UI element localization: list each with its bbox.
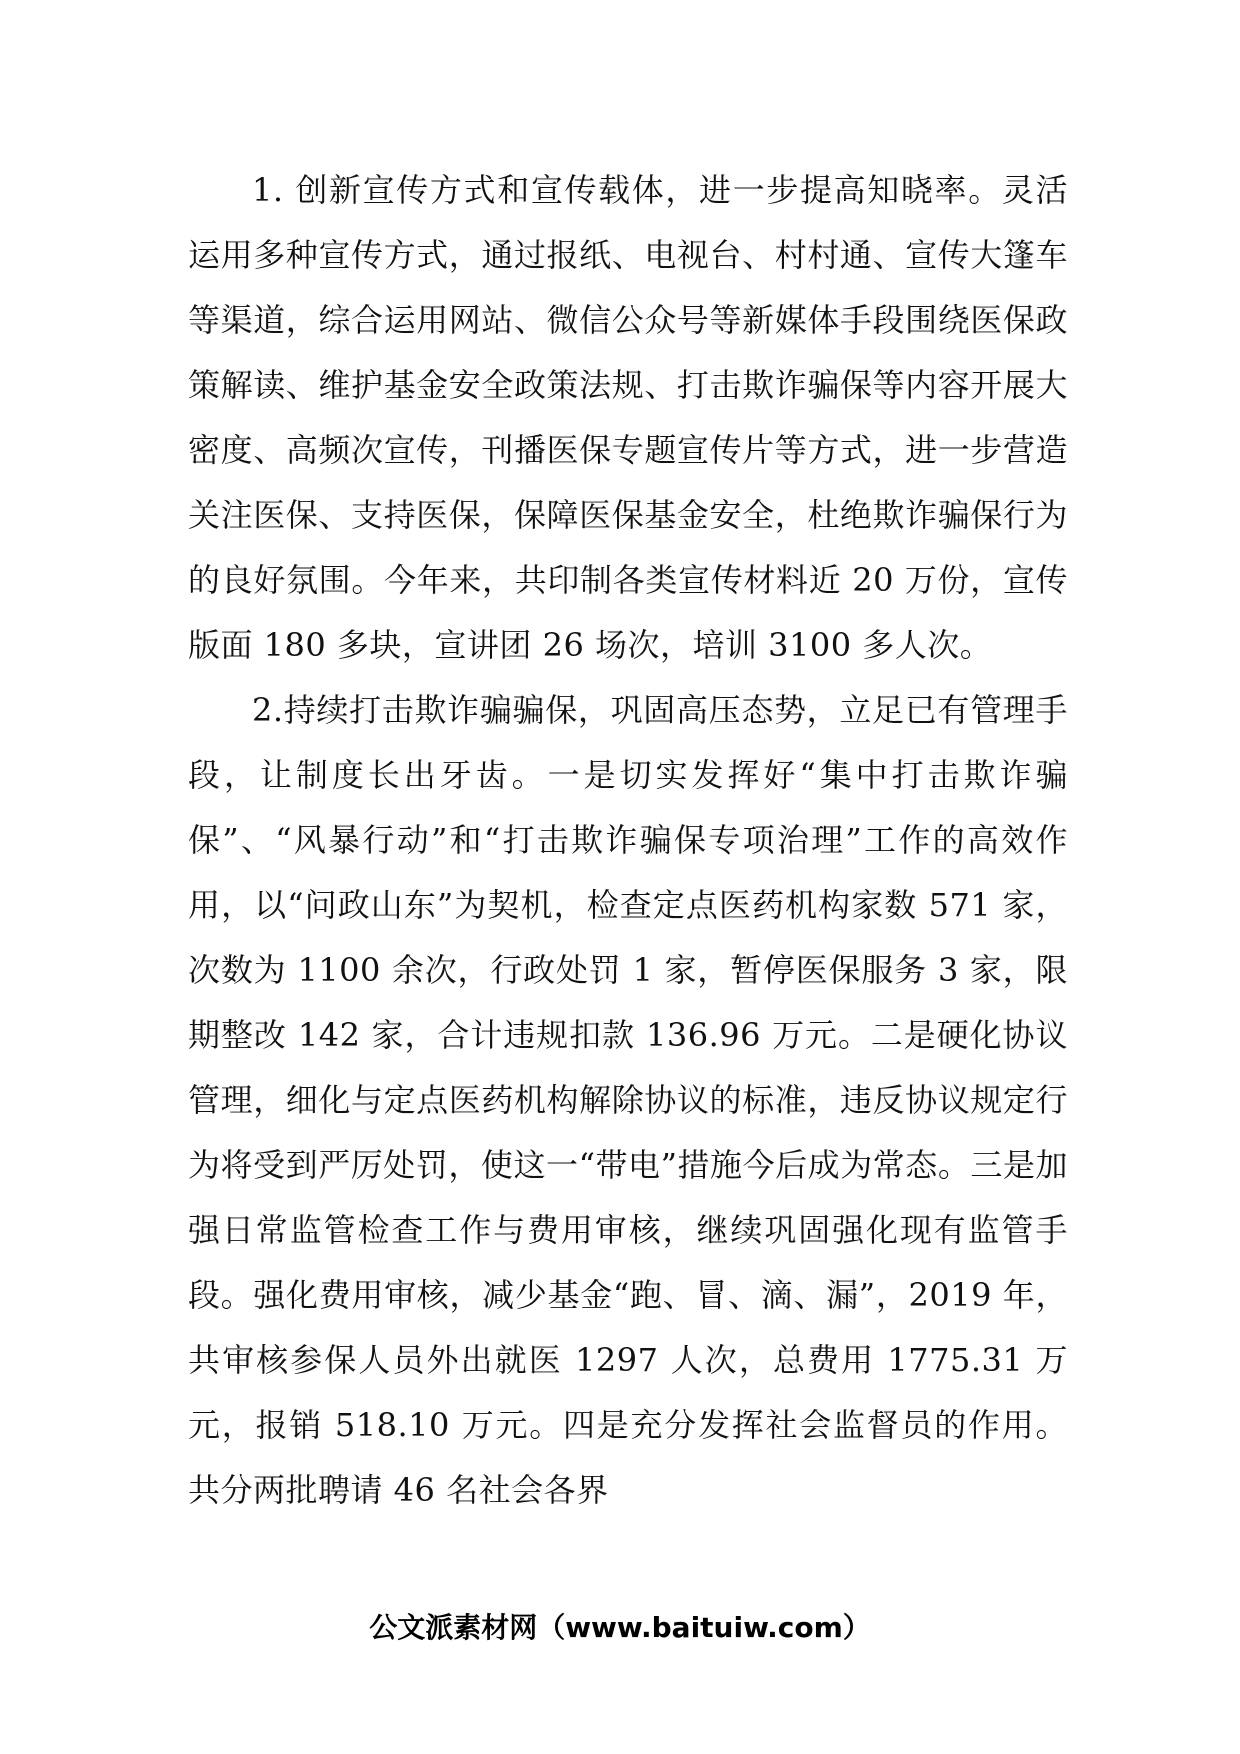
source-footer: 公文派素材网（www.baitu​iw.com） bbox=[369, 1611, 871, 1644]
document-body bbox=[188, 158, 1068, 1523]
paragraph-2: 2.持续打击欺诈骗骗保，巩固高压态势，立足已有管理手段，让制度长出牙齿。一是切实发挥好“集中打击欺诈骗保”、“风暴行动”和“打击欺诈骗保专项治理”工作的高效作用，以“问政山东”为契机，检查定点医药机构家数 571 家，次数为 1100 余次，行政处罚 1 家，暂停医保服务 3 家，限期整改 142 家，合计违规扣款 136.96 万元。二是硬化协议管理，细化与定点医药机构解除协议的标准，违反协议规定行为将受到严厉处罚，使这一“带电”措施今后成为常态。三是加强日常监管检查工作与费用审核，继续巩固强化现有监管手段。强化费用审核，减少基金“跑、冒、滴、漏”，2019 年，共审核参保人员外出就医 1297 人次，总费用 1775.31 万元，报销 518.10 万元。四是充分发挥社会监督员的作用。共分两批聘请 46 名社会各界 bbox=[188, 691, 1068, 1509]
paragraph-1: 1. 创新宣传方式和宣传载体，进一步提高知晓率。灵活运用多种宣传方式，通过报纸、电视台、村村通、宣传大篷车等渠道，综合运用网站、微信公众号等新媒体手段围绕医保政策解读、维护基金安全政策法规、打击欺诈骗保等内容开展大密度、高频次宣传，刊播医保专题宣传片等方式，进一步营造关注医保、支持医保，保障医保基金安全，杜绝欺诈骗保行为的良好氛围。今年来，共印制各类宣传材料近 20 万份，宣传版面 180 多块，宣讲团 26 场次，培训 3100 多人次。 bbox=[188, 171, 1068, 664]
